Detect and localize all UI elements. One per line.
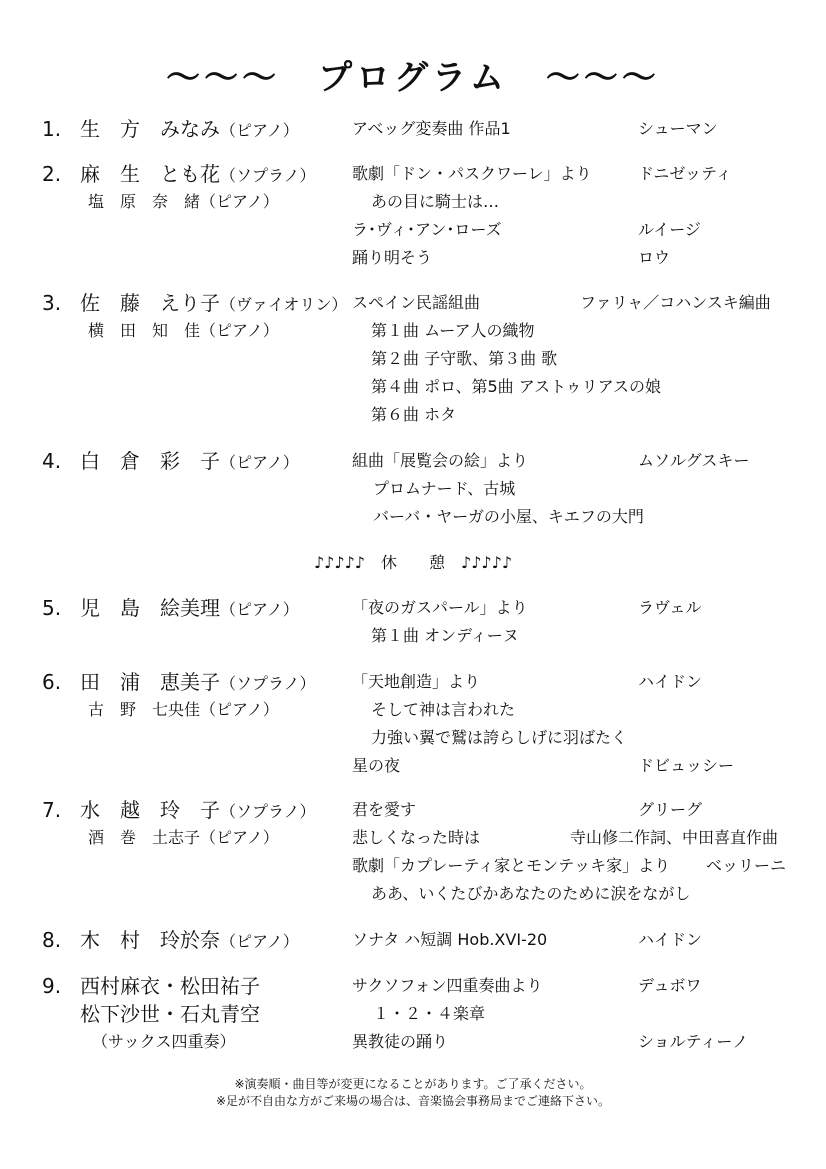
performer-name-text: 麻 生 とも花: [80, 162, 220, 186]
piece-title: バーバ・ヤーガの小屋、キエフの大門: [373, 507, 644, 526]
performer-role: （ピアノ）: [220, 932, 299, 951]
performer-name: [80, 928, 299, 952]
entry-number: 2.: [42, 162, 62, 186]
piece-title: 第６曲 ホタ: [371, 405, 457, 424]
performer-name: [80, 117, 299, 141]
note-line: ※足が不自由な方がご来場の場合は、音楽協会事務局までご連絡下さい。: [215, 1094, 611, 1108]
piece-composer: デュボワ: [638, 976, 702, 995]
piece-title: １・２・４楽章: [373, 1004, 486, 1023]
piece-composer: ドニゼッティ: [638, 164, 732, 183]
performer-name: [88, 321, 279, 341]
performer-role: （ピアノ）: [220, 600, 299, 619]
piece-title: 第２曲 子守歌、第３曲 歌: [371, 349, 558, 368]
piece-title: 第１曲 ムーア人の織物: [371, 321, 535, 340]
piece-title: 歌劇「カプレーティ家とモンテッキ家」より: [352, 856, 671, 875]
piece-composer: グリーグ: [638, 800, 703, 819]
performer-name: [88, 700, 279, 720]
performer-name: [80, 449, 299, 473]
piece-composer: ロウ: [638, 248, 671, 267]
footer-notes: [0, 1076, 826, 1110]
performer-name-text: 塩 原 奈 緒: [88, 192, 201, 211]
piece-composer: ベッリーニ: [706, 856, 787, 875]
performer-name-text: 生 方 みなみ: [80, 117, 220, 141]
performer-name: [80, 798, 316, 822]
piece-title: ソナタ ハ短調 Hob.XVI-20: [352, 930, 548, 949]
piece-title: スペイン民謡組曲: [352, 293, 481, 312]
performer-name: [80, 162, 316, 186]
performer-name-text: 酒 巻 土志子: [88, 828, 201, 847]
entry-number: 6.: [42, 670, 62, 694]
piece-title: 第１曲 オンディーヌ: [371, 626, 519, 645]
piece-composer: 寺山修二作詞、中田喜直作曲: [570, 828, 779, 847]
piece-composer: ラヴェル: [638, 598, 702, 617]
performer-role: （ソプラノ）: [220, 166, 316, 185]
performer-name-text: 水 越 玲 子: [80, 798, 220, 822]
piece-composer: ショルティーノ: [638, 1032, 749, 1051]
performer-name-text: 田 浦 恵美子: [80, 670, 220, 694]
piece-title: 君を愛す: [352, 800, 417, 819]
piece-title: 星の夜: [352, 756, 401, 775]
performer-role: （ソプラノ）: [220, 802, 316, 821]
piece-title: そして神は言われた: [371, 700, 516, 719]
performer-name-text: 古 野 七央佳: [88, 700, 201, 719]
ensemble-label: （サックス四重奏）: [92, 1032, 236, 1051]
performer-name: [80, 596, 299, 620]
performer-name-text: 横 田 知 佳: [88, 321, 201, 340]
piece-title: 踊り明そう: [352, 248, 433, 267]
performer-name: [88, 192, 279, 212]
performer-name: [88, 828, 279, 848]
entry-number: 5.: [42, 596, 62, 620]
performer-name-text: 木 村 玲於奈: [80, 928, 220, 952]
performer-name-text: 児 島 絵美理: [80, 596, 220, 620]
piece-composer: ドビュッシー: [638, 756, 735, 775]
piece-title: プロムナード、古城: [373, 479, 516, 498]
performer-name-text: 白 倉 彩 子: [80, 449, 220, 473]
piece-title: あの目に騎士は…: [371, 192, 500, 211]
performer-role: （ピアノ）: [200, 321, 279, 340]
performer-name-text: 佐 藤 えり子: [80, 291, 220, 315]
entry-number: 9.: [42, 974, 62, 998]
performer-name: 松下沙世・石丸青空: [80, 1002, 260, 1026]
piece-title: 「夜のガスパール」より: [352, 598, 528, 617]
entry-number: 8.: [42, 928, 62, 952]
note-line: ※演奏順・曲目等が変更になることがあります。ご了承ください。: [234, 1077, 592, 1091]
piece-title: ラ･ヴィ･アン･ローズ: [352, 220, 502, 239]
piece-title: 力強い翼で鷲は誇らしげに羽ばたく: [371, 728, 628, 747]
piece-title: 組曲「展覧会の絵」より: [352, 451, 529, 470]
performer-role: （ピアノ）: [220, 453, 299, 472]
piece-composer: シューマン: [638, 119, 718, 138]
piece-title: ああ、いくたびかあなたのために涙をながし: [371, 884, 691, 903]
piece-title: サクソフォン四重奏曲より: [352, 976, 543, 995]
performer-name: [80, 670, 316, 694]
performer-role: （ピアノ）: [220, 121, 299, 140]
performer-role: （ピアノ）: [200, 192, 279, 211]
piece-title: 異教徒の踊り: [352, 1032, 449, 1051]
performer-name: [80, 291, 347, 315]
piece-composer: ルイージ: [638, 220, 701, 239]
entry-number: 1.: [42, 117, 62, 141]
piece-title: アベッグ変奏曲 作品1: [352, 119, 511, 138]
entry-number: 4.: [42, 449, 62, 473]
performer-role: （ピアノ）: [200, 828, 279, 847]
piece-composer: ハイドン: [638, 672, 703, 691]
performer-role: （ヴァイオリン）: [220, 295, 348, 314]
piece-composer: ファリャ／コハンスキ編曲: [580, 293, 771, 312]
piece-title: 第４曲 ポロ、第5曲 アストゥリアスの娘: [371, 377, 662, 396]
piece-title: 悲しくなった時は: [352, 828, 481, 847]
performer-role: （ソプラノ）: [220, 674, 316, 693]
page-title: ～～～ プログラム ～～～: [166, 58, 660, 98]
performer-role: （ピアノ）: [200, 700, 279, 719]
piece-composer: ハイドン: [638, 930, 703, 949]
entry-number: 7.: [42, 798, 62, 822]
piece-composer: ムソルグスキー: [638, 451, 750, 470]
piece-title: 歌劇「ドン・パスクワーレ」より: [352, 164, 592, 183]
intermission: ♪♪♪♪♪ 休 憩 ♪♪♪♪♪: [313, 553, 513, 572]
performer-name: 西村麻衣・松田祐子: [80, 974, 260, 998]
entry-number: 3.: [42, 291, 62, 315]
piece-title: 「天地創造」より: [352, 672, 481, 691]
